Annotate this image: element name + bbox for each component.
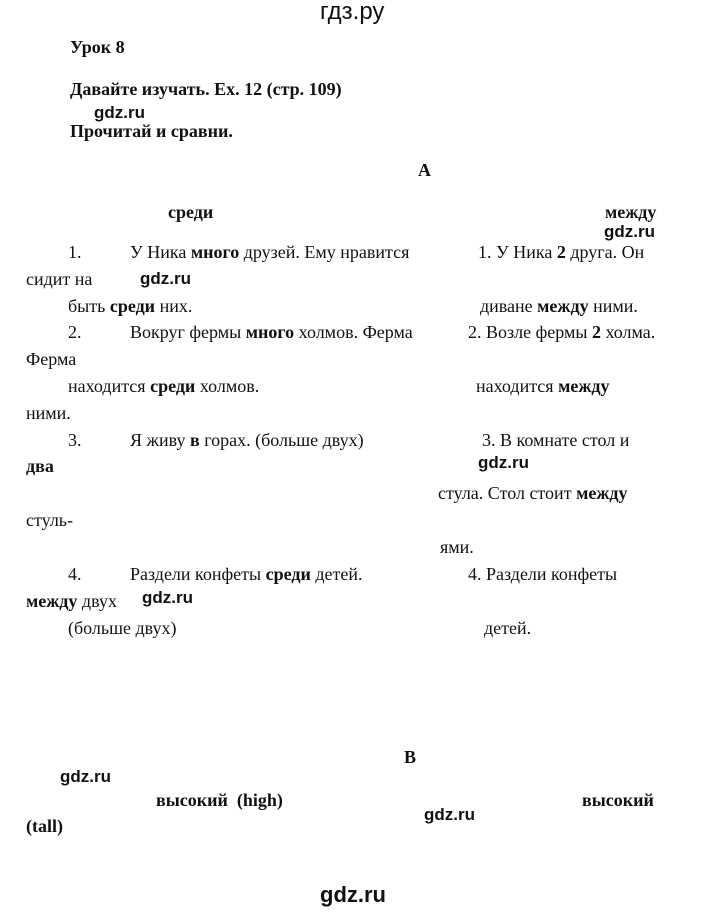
row-wrap-text: стуль- bbox=[26, 510, 74, 530]
row-right-line2: диване между ними. bbox=[480, 296, 638, 316]
row-left-text: У Ника много друзей. Ему нравится bbox=[130, 242, 410, 262]
instruction: Прочитай и сравни. bbox=[70, 121, 233, 141]
row-left-line2: быть среди них. bbox=[68, 296, 193, 316]
lesson-title: Урок 8 bbox=[70, 37, 125, 57]
row-wrap-text: Ферма bbox=[26, 349, 77, 369]
row-number: 2. bbox=[68, 322, 82, 342]
section-b-label: В bbox=[404, 747, 417, 767]
row-left-line2: (больше двух) bbox=[68, 618, 177, 638]
row-wrap-text: сидит на bbox=[26, 269, 93, 289]
section-b-right: высокий bbox=[582, 790, 654, 810]
row-right-text: 3. В комнате стол и bbox=[482, 430, 630, 450]
row-wrap-text: ними. bbox=[26, 403, 71, 423]
row-right-line3: ями. bbox=[440, 537, 474, 557]
row-right-line2: находится между bbox=[476, 376, 610, 396]
section-b-wrap: (tall) bbox=[26, 816, 63, 836]
row-right-text: 2. Возле фермы 2 холма. bbox=[468, 322, 656, 342]
row-right-line2: детей. bbox=[484, 618, 532, 638]
row-left-line2: находится среди холмов. bbox=[68, 376, 260, 396]
row-left-text: Раздели конфеты среди детей. bbox=[130, 564, 363, 584]
row-number: 1. bbox=[68, 242, 82, 262]
row-number: 4. bbox=[68, 564, 82, 584]
section-a-label: А bbox=[418, 160, 431, 180]
watermark: gdz.ru bbox=[478, 453, 529, 472]
exercise-title: Давайте изучать. Ex. 12 (стр. 109) bbox=[70, 79, 342, 99]
row-number: 3. bbox=[68, 430, 82, 450]
row-left-text: Вокруг фермы много холмов. Ферма bbox=[130, 322, 413, 342]
row-left-text: Я живу в горах. (больше двух) bbox=[130, 430, 364, 450]
column-left-heading: среди bbox=[168, 202, 214, 222]
row-right-text: 1. У Ника 2 друга. Он bbox=[478, 242, 645, 262]
section-b-left: высокий (high) bbox=[156, 790, 283, 810]
site-footer: gdz.ru bbox=[320, 882, 386, 907]
watermark: gdz.ru bbox=[142, 588, 193, 607]
watermark: gdz.ru bbox=[604, 222, 655, 241]
column-right-heading: между bbox=[605, 202, 657, 222]
watermark: gdz.ru bbox=[424, 805, 475, 824]
watermark: gdz.ru bbox=[140, 269, 191, 288]
row-right-text: 4. Раздели конфеты bbox=[468, 564, 618, 584]
watermark: gdz.ru bbox=[60, 767, 111, 786]
row-right-line2: стула. Стол стоит между bbox=[438, 483, 628, 503]
row-wrap-text: два bbox=[26, 456, 54, 476]
watermark: gdz.ru bbox=[94, 103, 145, 122]
row-wrap-text: между двух bbox=[26, 591, 117, 611]
site-header: гдз.ру bbox=[320, 0, 385, 25]
